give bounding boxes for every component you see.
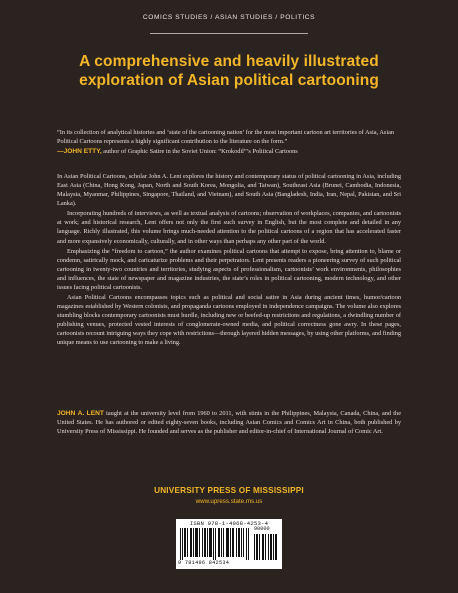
blurb-attribution-name: —JOHN ETTY, xyxy=(57,148,102,155)
blurb-attribution-detail: author of Graphic Satire in the Soviet Union: “Krokodil”’s Political Cartoons xyxy=(101,148,298,155)
author-bio xyxy=(57,409,401,436)
description-paragraph-2: Incorporating hundreds of interviews, as well as textual analysis of cartoons; observation of workplaces, companies, and cartoonists at work; and historical research, Lent offers not only the first such survey in English, but the most complete and detailed in any language. Richly illustrated, this volume brings much-needed attention to the political cartoons of a region that has accelerated faster and more expansively economically, culturally, and in other ways than perhaps any other part of the world. xyxy=(57,210,401,245)
publisher-url: www.upress.state.ms.us xyxy=(195,498,263,505)
isbn-label: ISBN 978-1-4968-4253-4 xyxy=(189,520,269,527)
barcode-addon: 90000 xyxy=(254,526,270,532)
barcode-digits: 9 781496 842534 xyxy=(178,560,230,566)
description-paragraph-3: Emphasizing the “freedom to cartoon,” the author examines political cartoons that attempt to expose, bring attention to, blame or condemn, satirically mock, and caricaturize problems and their perpetrators. Lent presents readers a pioneering survey of such political cartooning in twenty-two countries and territories, studying aspects of professionalism, cartoonists’ work environments, philosophies and influences, the state of newspaper and magazine industries, the state’s roles in political cartooning, modern technology, and other issues facing political cartoonists. xyxy=(57,247,401,291)
barcode xyxy=(176,519,282,569)
headline-line-1: A comprehensive and heavily illustrated xyxy=(79,53,379,70)
publisher-name: UNIVERSITY PRESS OF MISSISSIPPI xyxy=(154,486,304,495)
blurb-attribution xyxy=(57,147,401,156)
description-paragraph-1: In Asian Political Cartoons, scholar John A. Lent explores the history and contemporary status of political cartooning in Asia, including East Asia (China, Hong Kong, Japan, North and South Korea, Mongolia, and Taiwan), Southeast Asia (Brunei, Cambodia, Indonesia, Malaysia, Myanmar, Philippines, Singapore, Thailand, and Vietnam), and South Asia (Bangladesh, India, Iran, Nepal, Pakistan, and Sri Lanka). xyxy=(57,173,401,208)
description-paragraph-4: Asian Political Cartoons encompasses topics such as political and social satire in Asia during ancient times, humor/cartoon magazines established by Western colonists, and propaganda cartoons employed in independence campaigns. The volume also explores stumbling blocks contemporary cartoonists must hurdle, including new or beefed-up restrictions and regulations, a dwindling number of publishing venues, protected vested interests of conglomerate-owned media, and political correctness gone awry. In these pages, cartoonists recount intriguing ways they cope with restrictions—through layered hidden messages, by using other platforms, and finding unique means to use cartooning to make a living. xyxy=(57,294,401,347)
series-label: COMICS STUDIES / ASIAN STUDIES / POLITICS xyxy=(142,14,316,21)
barcode-bars xyxy=(180,528,278,560)
author-bio-text: taught at the university level from 1960 to 2011, with stints in the Philippines, Malaysia, Canada, China, and the United States. He has authored or edited eighty-seven books, including Asian Comics and Comics Art in China, both published by University Press of Mississippi. He founded and serves as the publisher and editor-in-chief of International Journal of Comic Art. xyxy=(57,410,401,436)
headline-line-2: exploration of Asian political cartooning xyxy=(79,72,379,89)
headline xyxy=(0,52,458,90)
endorsement-blurb xyxy=(57,128,401,156)
author-name: JOHN A. LENT xyxy=(57,410,104,417)
divider-rule xyxy=(150,33,308,34)
description-body xyxy=(57,172,401,349)
blurb-quote: “In its collection of analytical histories and ‘state of the cartooning nation’ for the most important cartoon art territories of Asia, Asian Political Cartoons represents a highly significant contribution to the literature on the form.” xyxy=(57,129,395,145)
